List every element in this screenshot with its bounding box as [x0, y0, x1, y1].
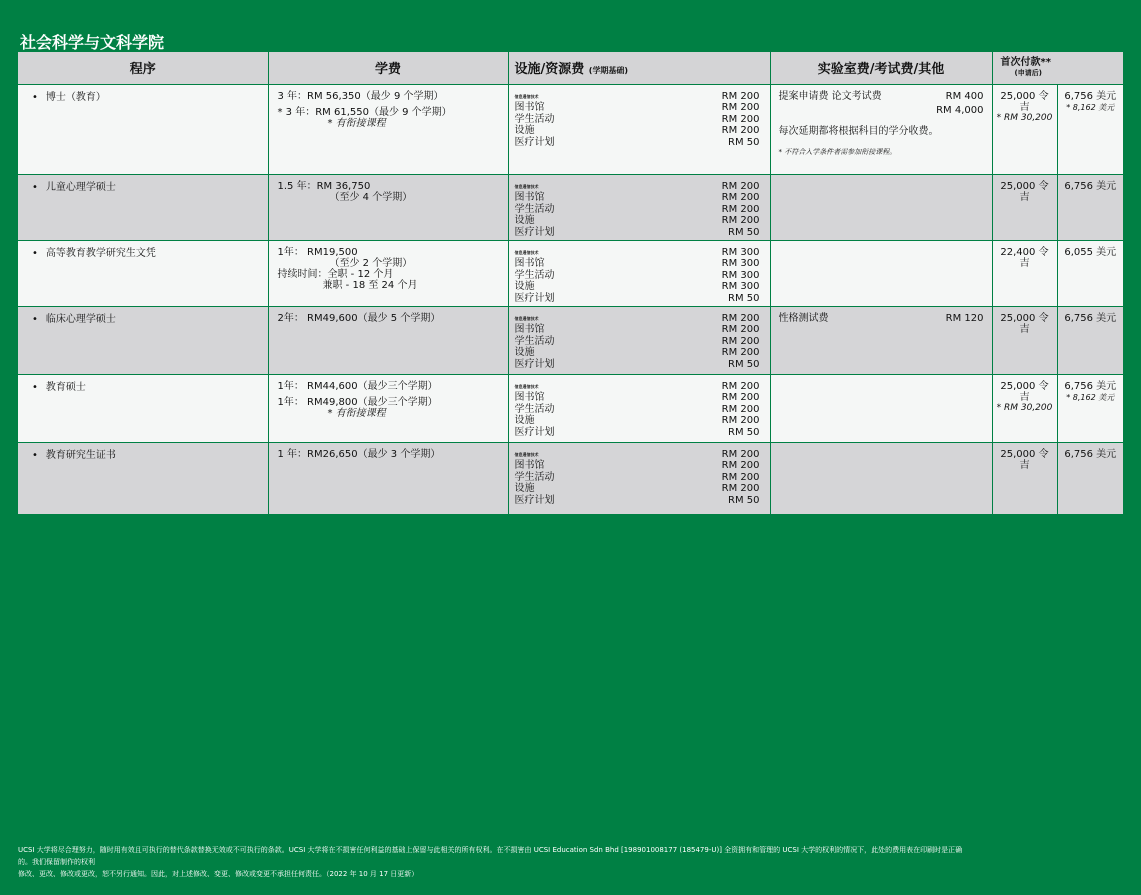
facility-amount: RM 200: [721, 192, 760, 203]
header-first-payment-sub: (申请后): [1014, 68, 1042, 77]
tuition-cell: [268, 442, 508, 514]
payment-usd-cell: [1057, 84, 1123, 174]
facility-name: 信息通信技术: [514, 383, 539, 389]
facility-name: 图书馆: [514, 102, 545, 113]
tuition-line: 1年： RM44,600（最少三个学期）: [277, 380, 438, 392]
footer-line: UCSI 大学将尽合理努力，随时用有效且可执行的替代条款替换无效或不可执行的条款。UCSI 大学将在不损害任何利益的基础上保留与此相关的所有权利。在不损害由 UCSI Education Sdn Bhd [198901008177 (185479-U)] 全资拥有和管理的 UCSI 大学的权利的情况下，此处的费用表在印刷时是正确: [18, 846, 963, 854]
header-program: 程序: [18, 52, 268, 84]
table-row: [18, 84, 1123, 174]
payment-usd: 6,756 美元: [1064, 448, 1117, 460]
payment-myr: 25,000 令吉: [1000, 90, 1049, 113]
tuition-note: * 有衔接课程: [327, 117, 386, 129]
payment-usd-cell: [1057, 306, 1123, 374]
payment-usd: 6,756 美元: [1064, 312, 1117, 324]
facility-row: [515, 336, 760, 348]
facility-amount: RM 50: [728, 358, 760, 370]
facility-name: 图书馆: [514, 324, 545, 335]
facility-row: [515, 347, 760, 359]
facilities-cell: [508, 84, 770, 174]
header-first-payment-label: 首次付款**: [1000, 56, 1051, 68]
lab-amount: RM 400: [945, 90, 984, 102]
lab-row: [779, 312, 984, 326]
facility-amount: RM 200: [721, 403, 760, 415]
facility-amount: RM 200: [721, 415, 760, 426]
facility-row: [515, 204, 760, 216]
tuition-line: 兼职 - 18 至 24 个月: [322, 279, 418, 291]
facility-amount: RM 200: [721, 471, 760, 483]
lab-name: 性格测试费: [778, 312, 829, 324]
facility-name: 设施: [514, 347, 535, 358]
facility-amount: RM 200: [721, 203, 760, 215]
facility-name: 医疗计划: [514, 292, 555, 304]
lab-note: 每次延期都将根据科目的学分收费。: [778, 125, 939, 137]
bullet-icon: •: [32, 381, 38, 393]
program-name: 博士（教育）: [45, 91, 106, 103]
facility-amount: RM 200: [721, 102, 760, 113]
lab-cell: [770, 442, 992, 514]
facility-amount: RM 200: [721, 380, 760, 392]
facility-name: 信息通信技术: [514, 183, 539, 189]
header-lab: 实验室费/考试费/其他: [770, 52, 992, 84]
facility-name: 设施: [514, 215, 535, 226]
facility-name: 学生活动: [514, 113, 555, 125]
header-tuition: 学费: [268, 52, 508, 84]
program-cell: [18, 306, 268, 374]
payment-usd: 6,055 美元: [1064, 246, 1117, 258]
facility-row: [515, 247, 760, 259]
payment-myr-cell: [992, 240, 1057, 306]
lab-cell: [770, 240, 992, 306]
program-cell: [18, 174, 268, 240]
facility-row: [515, 381, 760, 393]
facilities-cell: [508, 174, 770, 240]
facility-name: 学生活动: [514, 335, 555, 347]
facility-amount: RM 50: [728, 292, 760, 304]
footer-line: 的。我们保留制作的权利: [18, 858, 95, 866]
section-title: 社会科学与文科学院: [20, 33, 165, 52]
facility-row: [515, 281, 760, 293]
tuition-cell: [268, 174, 508, 240]
program-cell: [18, 374, 268, 442]
facility-row: [515, 472, 760, 484]
table-row: [18, 306, 1123, 374]
facility-name: 学生活动: [514, 403, 555, 415]
lab-cell: [770, 306, 992, 374]
lab-row: [779, 90, 984, 104]
facilities-cell: [508, 306, 770, 374]
facilities-cell: [508, 442, 770, 514]
facility-name: 医疗计划: [514, 226, 555, 238]
payment-myr: 25,000 令吉: [1000, 448, 1049, 471]
payment-myr: 25,000 令吉: [1000, 312, 1049, 335]
facility-row: [515, 427, 760, 439]
facility-amount: RM 200: [721, 180, 760, 192]
facility-amount: RM 200: [721, 113, 760, 125]
payment-usd-cell: [1057, 240, 1123, 306]
table-header-row: [18, 52, 1123, 84]
tuition-line: 1年： RM19,500: [277, 246, 358, 258]
facility-amount: RM 300: [721, 269, 760, 281]
payment-myr-cell: [992, 174, 1057, 240]
facility-name: 设施: [514, 281, 535, 292]
facility-amount: RM 50: [728, 136, 760, 148]
header-facilities-sub: (学期基础): [588, 66, 629, 76]
facility-amount: RM 200: [721, 215, 760, 226]
facility-row: [515, 415, 760, 427]
tuition-line: （至少 4 个学期）: [329, 191, 413, 203]
facility-row: [515, 392, 760, 404]
payment-usd-alt: * 8,162 美元: [1066, 392, 1115, 402]
bullet-icon: •: [32, 247, 38, 259]
lab-cell: [770, 84, 992, 174]
fee-table: [18, 52, 1123, 514]
facility-name: 信息通信技术: [514, 93, 539, 99]
tuition-line: 1 年：RM26,650（最少 3 个学期）: [277, 448, 441, 460]
payment-myr: 22,400 令吉: [1000, 246, 1049, 269]
tuition-line: 3 年：RM 56,350（最少 9 个学期）: [277, 90, 444, 102]
facility-name: 设施: [514, 125, 535, 136]
bullet-icon: •: [32, 181, 38, 193]
facility-name: 医疗计划: [514, 426, 555, 438]
tuition-cell: [268, 240, 508, 306]
lab-note-footnote: * 不符合入学条件者需参加衔接课程。: [778, 147, 897, 156]
facilities-cell: [508, 240, 770, 306]
footer-disclaimer: [18, 844, 1108, 880]
payment-usd: 6,756 美元: [1064, 90, 1117, 102]
facility-name: 信息通信技术: [514, 315, 539, 321]
tuition-line: * 3 年：RM 61,550（最少 9 个学期）: [277, 106, 452, 118]
lab-cell: [770, 174, 992, 240]
payment-myr-cell: [992, 442, 1057, 514]
facility-amount: RM 200: [721, 392, 760, 403]
facility-amount: RM 50: [728, 426, 760, 438]
facility-amount: RM 200: [721, 347, 760, 358]
facility-row: [515, 192, 760, 204]
payment-myr-alt: * RM 30,200: [996, 112, 1053, 123]
bullet-icon: •: [32, 449, 38, 461]
facility-amount: RM 200: [721, 335, 760, 347]
facility-row: [515, 404, 760, 416]
facility-row: [515, 125, 760, 137]
facility-amount: RM 50: [728, 226, 760, 238]
facilities-cell: [508, 374, 770, 442]
facility-row: [515, 324, 760, 336]
payment-usd: 6,756 美元: [1064, 380, 1117, 392]
facility-amount: RM 200: [721, 448, 760, 460]
lab-amount: RM 4,000: [936, 104, 984, 116]
facility-amount: RM 200: [721, 460, 760, 471]
program-cell: [18, 84, 268, 174]
facility-row: [515, 495, 760, 507]
facility-row: [515, 114, 760, 126]
program-cell: [18, 240, 268, 306]
lab-row: [779, 104, 984, 118]
payment-myr-cell: [992, 84, 1057, 174]
tuition-line: 2年： RM49,600（最少 5 个学期）: [277, 312, 441, 324]
program-name: 高等教育教学研究生文凭: [45, 247, 156, 259]
facility-name: 学生活动: [514, 269, 555, 281]
lab-name: 提案申请费 论文考试费: [778, 90, 882, 102]
facility-row: [515, 293, 760, 305]
program-name: 儿童心理学硕士: [45, 181, 116, 193]
payment-usd-cell: [1057, 442, 1123, 514]
payment-myr-alt: * RM 30,200: [996, 402, 1053, 413]
payment-myr: 25,000 令吉: [1000, 380, 1049, 403]
facility-row: [515, 483, 760, 495]
facility-row: [515, 181, 760, 193]
program-name: 教育硕士: [45, 381, 86, 393]
tuition-cell: [268, 306, 508, 374]
payment-usd-cell: [1057, 374, 1123, 442]
facility-name: 医疗计划: [514, 358, 555, 370]
facility-row: [515, 270, 760, 282]
program-cell: [18, 442, 268, 514]
table-row: [18, 240, 1123, 306]
facility-amount: RM 300: [721, 258, 760, 269]
payment-myr-cell: [992, 306, 1057, 374]
footer-line: 修改、更改、修改或更改，恕不另行通知。因此，对上述修改、变更、修改或变更不承担任何责任。（2022 年 10 月 17 日更新）: [18, 870, 419, 878]
tuition-line: 持续时间：全职 - 12 个月: [277, 268, 394, 280]
facility-name: 图书馆: [514, 460, 545, 471]
table-row: [18, 174, 1123, 240]
facility-name: 信息通信技术: [514, 451, 539, 457]
payment-usd: 6,756 美元: [1064, 180, 1117, 192]
bullet-icon: •: [32, 313, 38, 325]
facility-row: [515, 359, 760, 371]
tuition-line: （至少 2 个学期）: [329, 257, 413, 269]
facility-name: 学生活动: [514, 203, 555, 215]
facility-amount: RM 200: [721, 90, 760, 102]
facility-name: 设施: [514, 415, 535, 426]
tuition-note: * 有衔接课程: [327, 407, 386, 419]
facility-amount: RM 300: [721, 281, 760, 292]
tuition-line: 1年： RM49,800（最少三个学期）: [277, 396, 438, 408]
header-facilities: [508, 52, 770, 84]
facility-row: [515, 215, 760, 227]
bullet-icon: •: [32, 91, 38, 103]
lab-cell: [770, 374, 992, 442]
table-row: [18, 442, 1123, 514]
facility-row: [515, 137, 760, 149]
facility-name: 图书馆: [514, 192, 545, 203]
facility-amount: RM 200: [721, 312, 760, 324]
tuition-cell: [268, 84, 508, 174]
facility-name: 设施: [514, 483, 535, 494]
program-name: 教育研究生证书: [45, 449, 116, 461]
tuition-cell: [268, 374, 508, 442]
facility-name: 学生活动: [514, 471, 555, 483]
facility-name: 图书馆: [514, 392, 545, 403]
program-name: 临床心理学硕士: [45, 313, 116, 325]
facility-amount: RM 200: [721, 125, 760, 136]
facility-row: [515, 313, 760, 325]
facility-name: 医疗计划: [514, 494, 555, 506]
facility-name: 信息通信技术: [514, 249, 539, 255]
facility-row: [515, 460, 760, 472]
facility-name: 图书馆: [514, 258, 545, 269]
header-first-payment: [992, 52, 1123, 84]
header-facilities-label: 设施/资源费: [514, 62, 585, 78]
facility-amount: RM 300: [721, 246, 760, 258]
payment-usd-cell: [1057, 174, 1123, 240]
facility-amount: RM 50: [728, 494, 760, 506]
tuition-line: 1.5 年：RM 36,750: [277, 180, 371, 192]
payment-myr: 25,000 令吉: [1000, 180, 1049, 203]
facility-row: [515, 227, 760, 239]
facility-amount: RM 200: [721, 483, 760, 494]
lab-amount: RM 120: [945, 312, 984, 324]
facility-row: [515, 102, 760, 114]
facility-name: 医疗计划: [514, 136, 555, 148]
facility-row: [515, 258, 760, 270]
table-row: [18, 374, 1123, 442]
facility-row: [515, 91, 760, 103]
facility-row: [515, 449, 760, 461]
payment-myr-cell: [992, 374, 1057, 442]
facility-amount: RM 200: [721, 324, 760, 335]
payment-usd-alt: * 8,162 美元: [1066, 102, 1115, 112]
